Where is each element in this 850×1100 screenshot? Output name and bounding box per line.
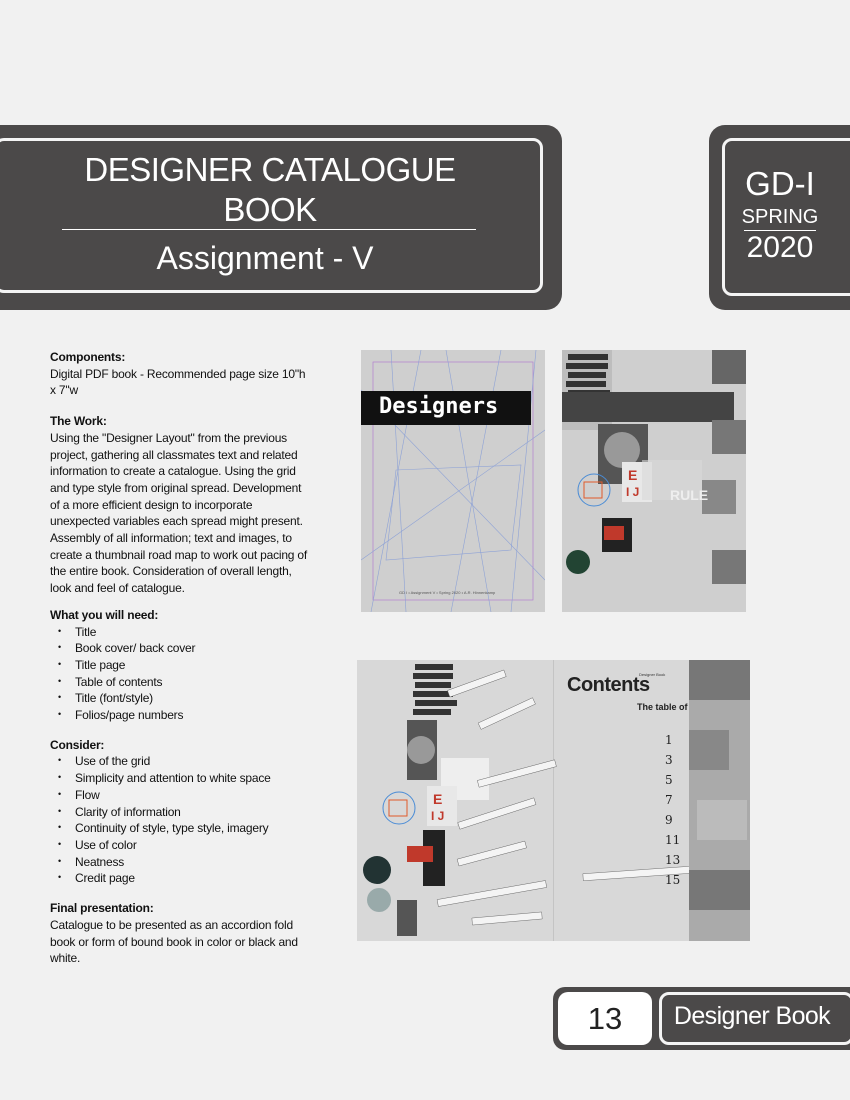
list-item: • Use of the grid xyxy=(50,753,310,770)
svg-text:I J: I J xyxy=(626,485,640,499)
work-text: Using the "Designer Layout" from the previous project, gathering all classmates text and related information to create a catalogue. Using the grid and type style from original spread. Development of a more efficient design to incorporate unexpected variables each spread might present. Assembly of all information; text and images, to create a thumbnail road map to work out pacing of the entire book. Consideration of overall length, look and feel of catalogue. xyxy=(50,430,308,596)
page-number-entry: 11 xyxy=(665,833,681,847)
footer-label: Designer Book xyxy=(673,1002,831,1030)
page-number-entry: 1 xyxy=(665,733,673,747)
contents-small-label: Designer Book xyxy=(639,672,666,677)
list-item: • Folios/page numbers xyxy=(50,707,310,724)
page-number-entry: 9 xyxy=(665,813,673,827)
list-item: • Table of contents xyxy=(50,674,310,691)
page-number-entry: 5 xyxy=(665,773,673,787)
consider-heading: Consider: xyxy=(50,737,105,752)
list-item: • Title (font/style) xyxy=(50,690,310,707)
page-number-entry: 3 xyxy=(665,753,673,767)
page-number-entry: 15 xyxy=(665,873,681,887)
components-heading: Components: xyxy=(50,350,126,364)
contents-title: Contents xyxy=(567,674,650,696)
course-term: SPRING xyxy=(741,206,819,228)
svg-text:I J: I J xyxy=(431,809,445,823)
page-title xyxy=(0,150,540,230)
page-subtitle: Assignment - V xyxy=(156,240,374,276)
collage-art xyxy=(562,350,746,612)
svg-text:E: E xyxy=(433,791,443,807)
title-line-1: DESIGNER CATALOGUE xyxy=(84,151,456,188)
need-heading: What you will need: xyxy=(50,607,159,622)
need-list xyxy=(50,624,310,724)
collage-thumbnail xyxy=(562,350,746,612)
svg-text:E: E xyxy=(628,467,638,483)
title-divider xyxy=(62,229,476,230)
cover-thumbnail xyxy=(361,350,545,612)
list-item: • Simplicity and attention to white space xyxy=(50,770,310,787)
page-number-entry: 13 xyxy=(665,853,681,867)
list-item: • Title xyxy=(50,624,310,641)
work-heading: The Work: xyxy=(50,414,107,429)
contents-subtitle: The table of xyxy=(637,702,688,712)
final-text: Catalogue to be presented as an accordion fold book or form of bound book in color or black and white. xyxy=(50,917,298,966)
title-line-2: BOOK xyxy=(223,191,317,228)
list-item: • Credit page xyxy=(50,870,310,887)
assignment-description xyxy=(50,349,310,973)
list-item: • Clarity of information xyxy=(50,804,310,821)
page-number-entry: 7 xyxy=(665,793,673,807)
page-number: 13 xyxy=(558,992,652,1045)
components-text: Digital PDF book - Recommended page size 10"h x 7"w xyxy=(50,366,306,398)
list-item: • Use of color xyxy=(50,837,310,854)
list-item: • Flow xyxy=(50,787,310,804)
contents-numbers xyxy=(665,730,680,890)
contents-spread-thumbnail xyxy=(357,660,750,941)
cover-footer: GD I • Assignment V • Spring 2020 • A.R. Hinnenkamp xyxy=(399,590,496,595)
consider-list xyxy=(50,753,310,887)
svg-text:RULE: RULE xyxy=(670,487,709,503)
list-item: • Continuity of style, type style, imagery xyxy=(50,820,310,837)
final-heading: Final presentation: xyxy=(50,901,154,916)
cover-grid-lines xyxy=(361,350,545,612)
list-item: • Book cover/ back cover xyxy=(50,640,310,657)
list-item: • Title page xyxy=(50,657,310,674)
course-year: 2020 xyxy=(746,231,814,264)
list-item: • Neatness xyxy=(50,854,310,871)
spread-art xyxy=(357,660,750,941)
course-code: GD-I xyxy=(745,165,815,202)
cover-title: Designers xyxy=(379,394,499,419)
